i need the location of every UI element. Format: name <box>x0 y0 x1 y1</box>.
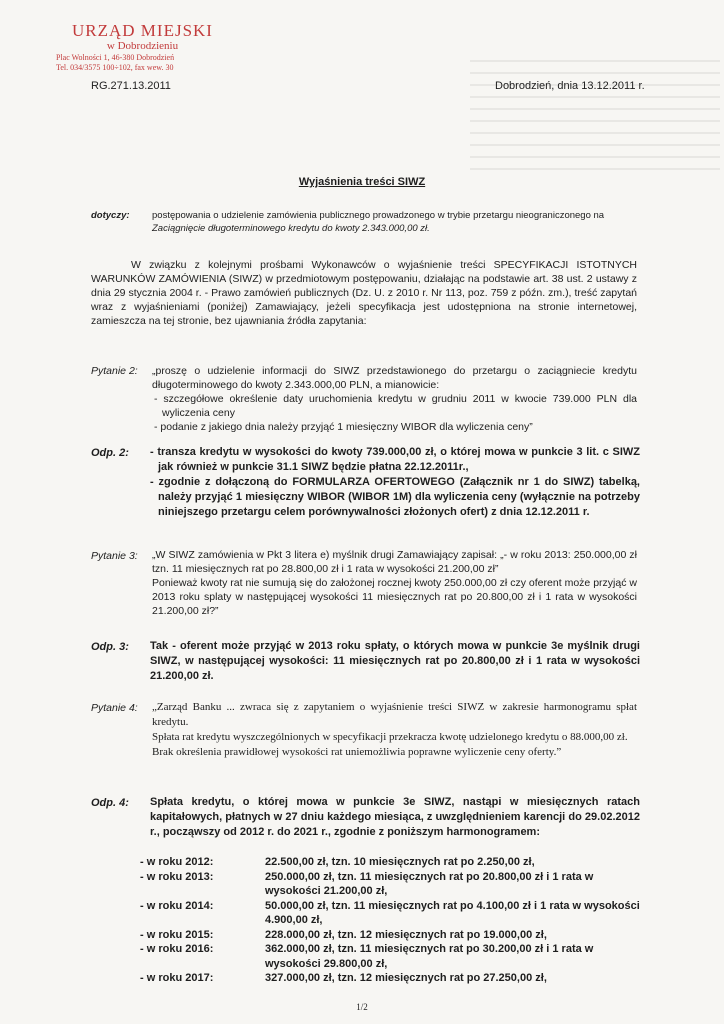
dotyczy-body: postępowania o udzielenie zamówienia publicznego prowadzonego w trybie przetargu nieograniczonego na <box>152 210 605 221</box>
answer-4-label: Odp. 4: <box>91 797 129 809</box>
schedule-row-2015 <box>140 928 640 943</box>
document-date: Dobrodzień, dnia 13.12.2011 r. <box>495 80 645 92</box>
stamp-office: URZĄD MIEJSKI <box>72 21 213 40</box>
question-2-bullet-2: - podanie z jakiego dnia należy przyjąć 1 miesięczny WIBOR dla wyliczenia ceny” <box>154 421 533 433</box>
stamp-address: Plac Wolności 1, 46-380 Dobrodzień <box>56 53 175 62</box>
question-3-para-1: „W SIWZ zamówienia w Pkt 3 litera e) myślnik drugi Zamawiający zapisał: „- w roku 2013: 250.000,00 zł tzn. 11 miesięcznych rat po 28.800,00 zł i 1 rata w wysokości 21.200,00 zł” <box>152 549 637 575</box>
question-4-para-3: Brak określenia prawidłowej wysokości rat uniemożliwia poprawne wyliczenie ceny oferty.” <box>152 746 562 758</box>
answer-2-item-2: - zgodnie z dołączoną do FORMULARZA OFERTOWEGO (Załącznik nr 1 do SIWZ) tabelką, należy przyjąć 1 miesięczny WIBOR (WIBOR 1M) dla wyliczenia ceny (wyłącznie na potrzeby niniejszego przetargu celem porównywalności złożonych ofert) z dnia 12.12.2011 r. <box>150 476 640 518</box>
answer-3-label: Odp. 3: <box>91 641 129 653</box>
schedule-value: 362.000,00 zł, tzn. 11 miesięcznych rat po 30.200,00 zł i 1 rata w wysokości 29.800,00 zł, <box>265 943 594 970</box>
schedule-year: - w roku 2014: <box>140 899 214 912</box>
question-4-body <box>152 700 637 760</box>
question-3-para-2: Ponieważ kwoty rat nie sumują się do założonej rocznej kwoty 250.000,00 zł czy oferent może przyjąć w 2013 roku splaty w następującej wysokości 11 miesięcznych rat po 20.800,00 zł i 1 rata w wysokości 21.200,00 zł?” <box>152 577 637 617</box>
question-2-label: Pytanie 2: <box>91 365 138 377</box>
schedule-value: 22.500,00 zł, tzn. 10 miesięcznych rat po 2.250,00 zł, <box>265 856 535 868</box>
office-stamp <box>50 22 235 73</box>
answer-3-text: Tak - oferent może przyjąć w 2013 roku spłaty, o których mowa w punkcie 3e myślnik drugi SIWZ, w następującej wysokości: 11 miesięcznych rat po 20.800,00 zł i 1 rata w wysokości 21.200,00 zł. <box>150 640 640 682</box>
schedule-value: 250.000,00 zł, tzn. 11 miesięcznych rat po 20.800,00 zł i 1 rata w wysokości 21.200,00 zł, <box>265 870 594 897</box>
page-number: 1/2 <box>356 1002 368 1012</box>
document-heading: Wyjaśnienia treści SIWZ <box>298 176 426 188</box>
schedule-year: - w roku 2013: <box>140 870 214 883</box>
schedule-value: 50.000,00 zł, tzn. 11 miesięcznych rat po 4.100,00 zł i 1 rata w wysokości 4.900,00 zł, <box>265 899 640 926</box>
question-4-para-2: Spłata rat kredytu wyszczególnionych w specyfikacji przekracza kwotę udzielonego kredytu o 88.000,00 zł. <box>152 731 628 743</box>
schedule-value: 228.000,00 zł, tzn. 12 miesięcznych rat po 19.000,00 zł, <box>265 928 547 941</box>
dotyczy-label: dotyczy: <box>91 210 130 221</box>
schedule-value: 327.000,00 zł, tzn. 12 miesięcznych rat po 27.250,00 zł, <box>265 972 547 984</box>
dotyczy-text <box>152 209 642 235</box>
schedule-row-2013 <box>140 870 640 899</box>
question-3-label: Pytanie 3: <box>91 550 138 562</box>
question-2-text: „proszę o udzielenie informacji do SIWZ przedstawionego do przetargu o zaciągniecie kredytu długoterminowego do kwoty 2.343.000,00 PLN, a mianowicie: <box>152 365 637 391</box>
question-4-label: Pytanie 4: <box>91 702 138 714</box>
schedule-year: - w roku 2012: <box>140 856 214 868</box>
intro-paragraph: W związku z kolejnymi prośbami Wykonawców o wyjaśnienie treści SPECYFIKACJI ISTOTNYCH WARUNKÓW ZAMÓWIENIA (SIWZ) w przedmiotowym postępowaniu, działając na podstawie art. 38 ust. 2 ustawy z dnia 29 stycznia 2004 r. - Prawo zamówień publicznych (Dz. U. z 2010 r. Nr 113, poz. 759 z późn. zm.), treść zapytań wraz z wyjaśnieniami (poniżej) Zamawiający, jeżeli specyfikacja jest udostępniona na stronie internetowej, zamieszcza na tej stronie, bez ujawniania źródła zapytania: <box>91 259 637 327</box>
reference-number: RG.271.13.2011 <box>91 80 171 92</box>
schedule-row-2016 <box>140 942 640 971</box>
schedule-year: - w roku 2016: <box>140 943 214 955</box>
stamp-town: w Dobrodzieniu <box>106 40 179 52</box>
answer-2-body <box>150 445 640 520</box>
question-2-bullet-1: - szczegółowe określenie daty uruchomienia kredytu w grudniu 2011 w kwocie 739.000 PLN dla wyliczenia ceny <box>154 393 637 419</box>
bleed-through-text <box>470 60 720 170</box>
question-2-body <box>152 364 637 434</box>
schedule-row-2017 <box>140 971 640 986</box>
stamp-phone: Tel. 034/3575 100÷102, fax wew. 30 <box>56 63 174 72</box>
question-3-body <box>152 548 637 618</box>
schedule-year: - w roku 2015: <box>140 928 214 941</box>
schedule-year: - w roku 2017: <box>140 972 214 984</box>
answer-2-label: Odp. 2: <box>91 447 129 459</box>
question-4-para-1: „Zarząd Banku ... zwraca się z zapytaniem o wyjaśnienie treści SIWZ w zakresie harmonogramu spłat kredytu. <box>152 701 637 728</box>
repayment-schedule <box>140 855 640 986</box>
answer-2-item-1: - transza kredytu w wysokości do kwoty 739.000,00 zł, o której mowa w punkcie 3 lit. c SIWZ jak również w punkcie 31.1 SIWZ będzie płatna 22.12.2011r., <box>150 446 640 473</box>
answer-4-text: Spłata kredytu, o której mowa w punkcie 3e SIWZ, nastąpi w miesięcznych ratach kapitałowych, płatnych w 27 dniu każdego miesiąca, z uwzględnieniem karencji do 29.02.2012 r., począwszy od 2012 r. do 2021 r., zgodnie z poniższym harmonogramem: <box>150 796 640 838</box>
schedule-row-2012 <box>140 855 640 870</box>
dotyczy-subject: Zaciągnięcie długoterminowego kredytu do kwoty 2.343.000,00 zł. <box>152 223 430 234</box>
schedule-row-2014 <box>140 899 640 928</box>
